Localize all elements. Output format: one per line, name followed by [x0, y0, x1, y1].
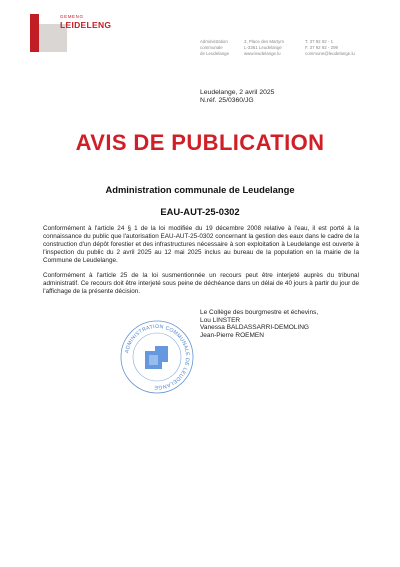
header-line: L-3361 Leudelange [244, 45, 282, 51]
stamp-text: ADMINISTRATION COMMUNALE DE LEUDELANGE [124, 323, 191, 391]
header-line: Administration [200, 39, 228, 44]
logo-gemeng-text: GEMENG [60, 14, 84, 19]
header-address-column-2 [244, 39, 284, 58]
header-line: www.leudelange.lu [244, 51, 281, 57]
logo-red-bar [30, 14, 39, 52]
signature-line: Le Collège des bourgmestre et échevins, [200, 309, 319, 316]
paragraph-appeal: Conformément à l'article 25 de la loi susmentionnée un recours peut être interjeté auprès du tribunal administratif. Ce recours doit être interjeté sous peine de déchéance dans un délai de 40 jours à partir du jour de l'affichage de la présente décision. [43, 272, 359, 295]
date-line: Leudelange, 2 avril 2025 [200, 89, 275, 96]
header-line: 3, Place des Martyrs [244, 39, 285, 44]
authorization-reference: EAU-AUT-25-0302 [160, 206, 240, 217]
header-contact-column [305, 39, 355, 58]
logo-name-text: LEIDELENG [60, 20, 112, 30]
official-stamp-icon [118, 318, 196, 396]
paragraph-publication: Conformément à l'article 24 § 1 de la loi modifiée du 19 décembre 2008 relative à l'eau, il est porté à la connaissance du public que l'autorisation EAU-AUT-25-0302 concernant la gestion des eaux dans le cadre de la construction d'un dépôt forestier et des infrastructures nécessaire à son exploitation à Leudelange est ouverte à l'inspection du public du 2 avril 2025 au 12 mai 2025 inclus au bureau de la population en la mairie de la Commune de Leudelange. [43, 225, 359, 264]
page-title: AVIS DE PUBLICATION [75, 130, 325, 155]
date-reference-block [200, 89, 274, 105]
header-address-column-1 [200, 39, 229, 58]
issuer-subtitle: Administration communale de Leudelange [105, 184, 295, 195]
signature-line: Lou LINSTER [200, 316, 241, 324]
signature-line: Jean-Pierre ROEMEN [200, 331, 264, 339]
header-line: commune@leudelange.lu [305, 51, 355, 57]
signature-block [200, 309, 318, 339]
header-line: F. 37 92 92 - 299 [305, 45, 338, 51]
signature-line: Vanessa BALDASSARRI-DEMOLING [200, 324, 309, 332]
commune-logo [30, 12, 140, 50]
header-line: de Leudelange [200, 51, 230, 57]
header-line: communale [200, 45, 223, 51]
header-line: T. 37 92 92 - 1 [305, 39, 334, 44]
reference-line: N.réf. 25/0360/JG [200, 97, 254, 105]
